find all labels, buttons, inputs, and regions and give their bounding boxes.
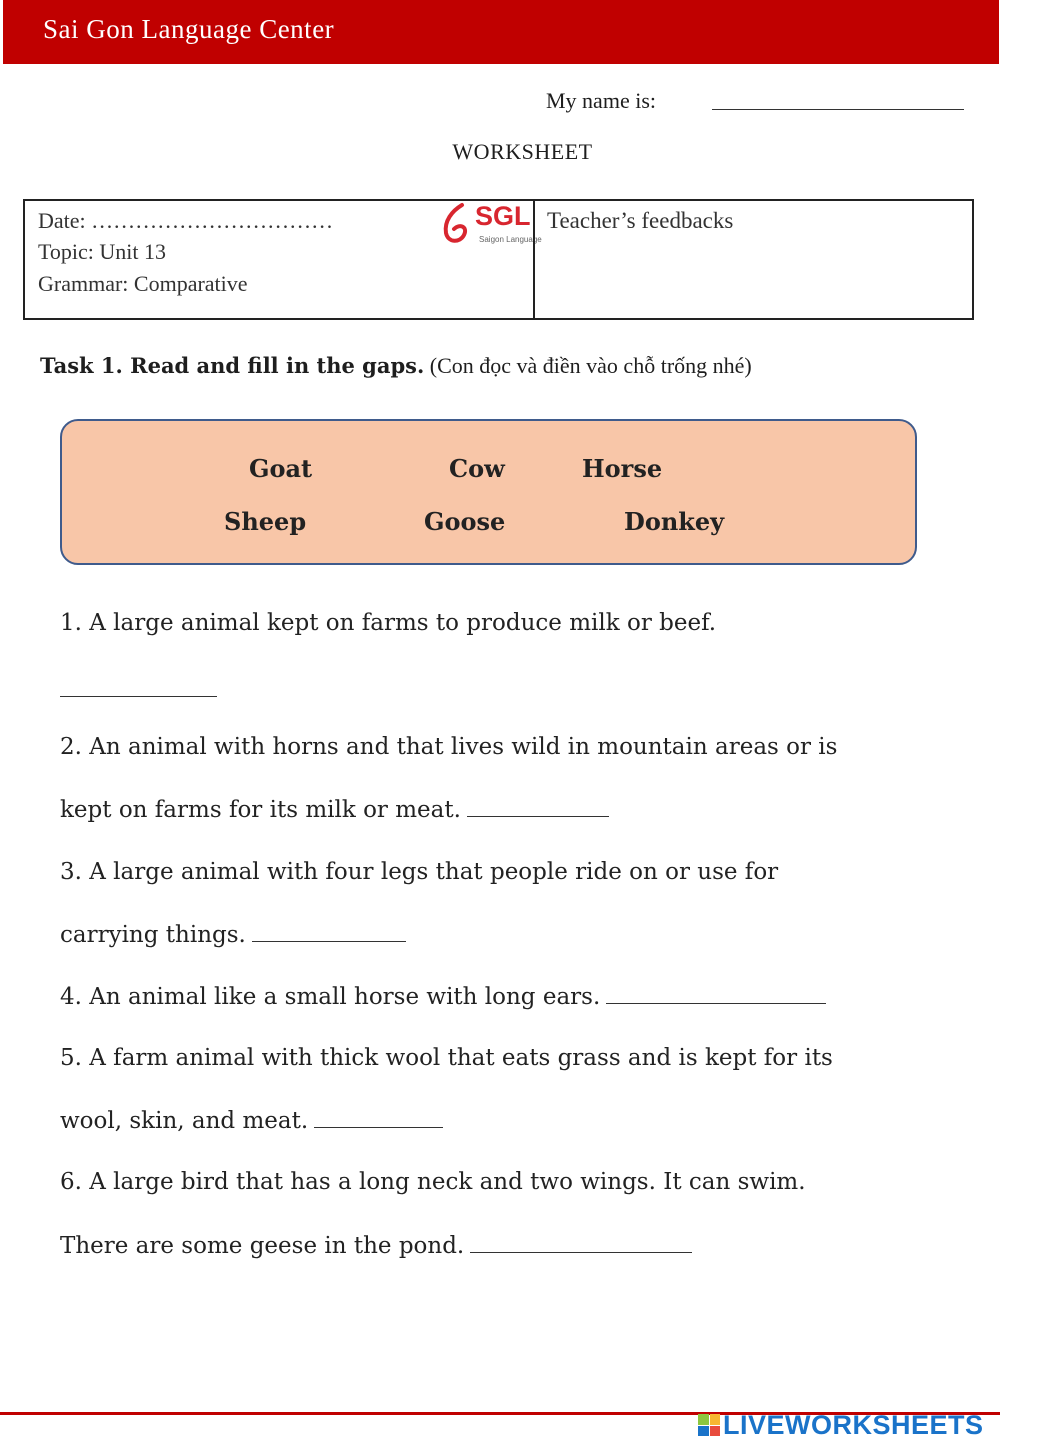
header-bar [3, 0, 999, 64]
question-2-line2 [60, 796, 609, 823]
word-goose[interactable]: Goose [424, 507, 506, 536]
question-2-line1: 2. An animal with horns and that lives wild in mountain areas or is [60, 734, 838, 760]
name-input-line[interactable] [712, 109, 964, 110]
date-field: Date: …………………………… [38, 208, 334, 233]
question-3-line1: 3. A large animal with four legs that people ride on or use for [60, 859, 779, 885]
question-4-text: 4. An animal like a small horse with long ears. [60, 984, 601, 1010]
question-3-text: carrying things. [60, 922, 246, 948]
question-6-line1: 6. A large bird that has a long neck and two wings. It can swim. [60, 1169, 806, 1195]
sgl-swirl-icon [438, 201, 478, 249]
question-4 [60, 983, 826, 1010]
question-2-text: kept on farms for its milk or meat. [60, 797, 461, 823]
question-6-text: There are some geese in the pond. [60, 1233, 465, 1259]
question-5-text: wool, skin, and meat. [60, 1108, 309, 1134]
word-donkey[interactable]: Donkey [624, 507, 725, 536]
question-1: 1. A large animal kept on farms to produce milk or beef. [60, 610, 717, 636]
liveworksheets-brand: LIVEWORKSHEETS [723, 1409, 984, 1440]
answer-blank-4[interactable] [606, 983, 826, 1004]
task1-title-note: (Con đọc và điền vào chỗ trống nhé) [429, 353, 752, 378]
answer-blank-1[interactable] [60, 696, 217, 697]
teacher-feedback-label: Teacher’s feedbacks [547, 208, 734, 233]
task1-title [40, 353, 752, 379]
header-title: Sai Gon Language Center [43, 14, 335, 44]
answer-blank-6[interactable] [470, 1232, 692, 1253]
logo-text: SGL [475, 201, 531, 231]
liveworksheets-icon [698, 1414, 720, 1436]
question-5-line1: 5. A farm animal with thick wool that eats grass and is kept for its [60, 1045, 833, 1071]
word-goat[interactable]: Goat [249, 454, 313, 483]
worksheet-title: WORKSHEET [452, 139, 593, 164]
question-6-line2 [60, 1232, 692, 1259]
word-horse[interactable]: Horse [582, 454, 663, 483]
grammar-field: Grammar: Comparative [38, 271, 248, 296]
logo-subtext: Saigon Language [479, 235, 542, 244]
table-divider [533, 201, 535, 318]
word-sheep[interactable]: Sheep [224, 507, 307, 536]
sgl-logo [438, 201, 542, 249]
word-cow[interactable]: Cow [449, 454, 505, 483]
question-5-line2 [60, 1107, 443, 1134]
info-table [23, 199, 974, 320]
topic-field: Topic: Unit 13 [38, 239, 167, 264]
word-bank [60, 419, 917, 565]
answer-blank-5[interactable] [314, 1107, 443, 1128]
question-3-line2 [60, 921, 406, 948]
liveworksheets-logo [698, 1410, 984, 1440]
name-label: My name is: [546, 88, 656, 113]
answer-blank-3[interactable] [252, 921, 406, 942]
task1-title-bold: Task 1. Read and fill in the gaps. [40, 353, 425, 378]
answer-blank-2[interactable] [467, 796, 609, 817]
